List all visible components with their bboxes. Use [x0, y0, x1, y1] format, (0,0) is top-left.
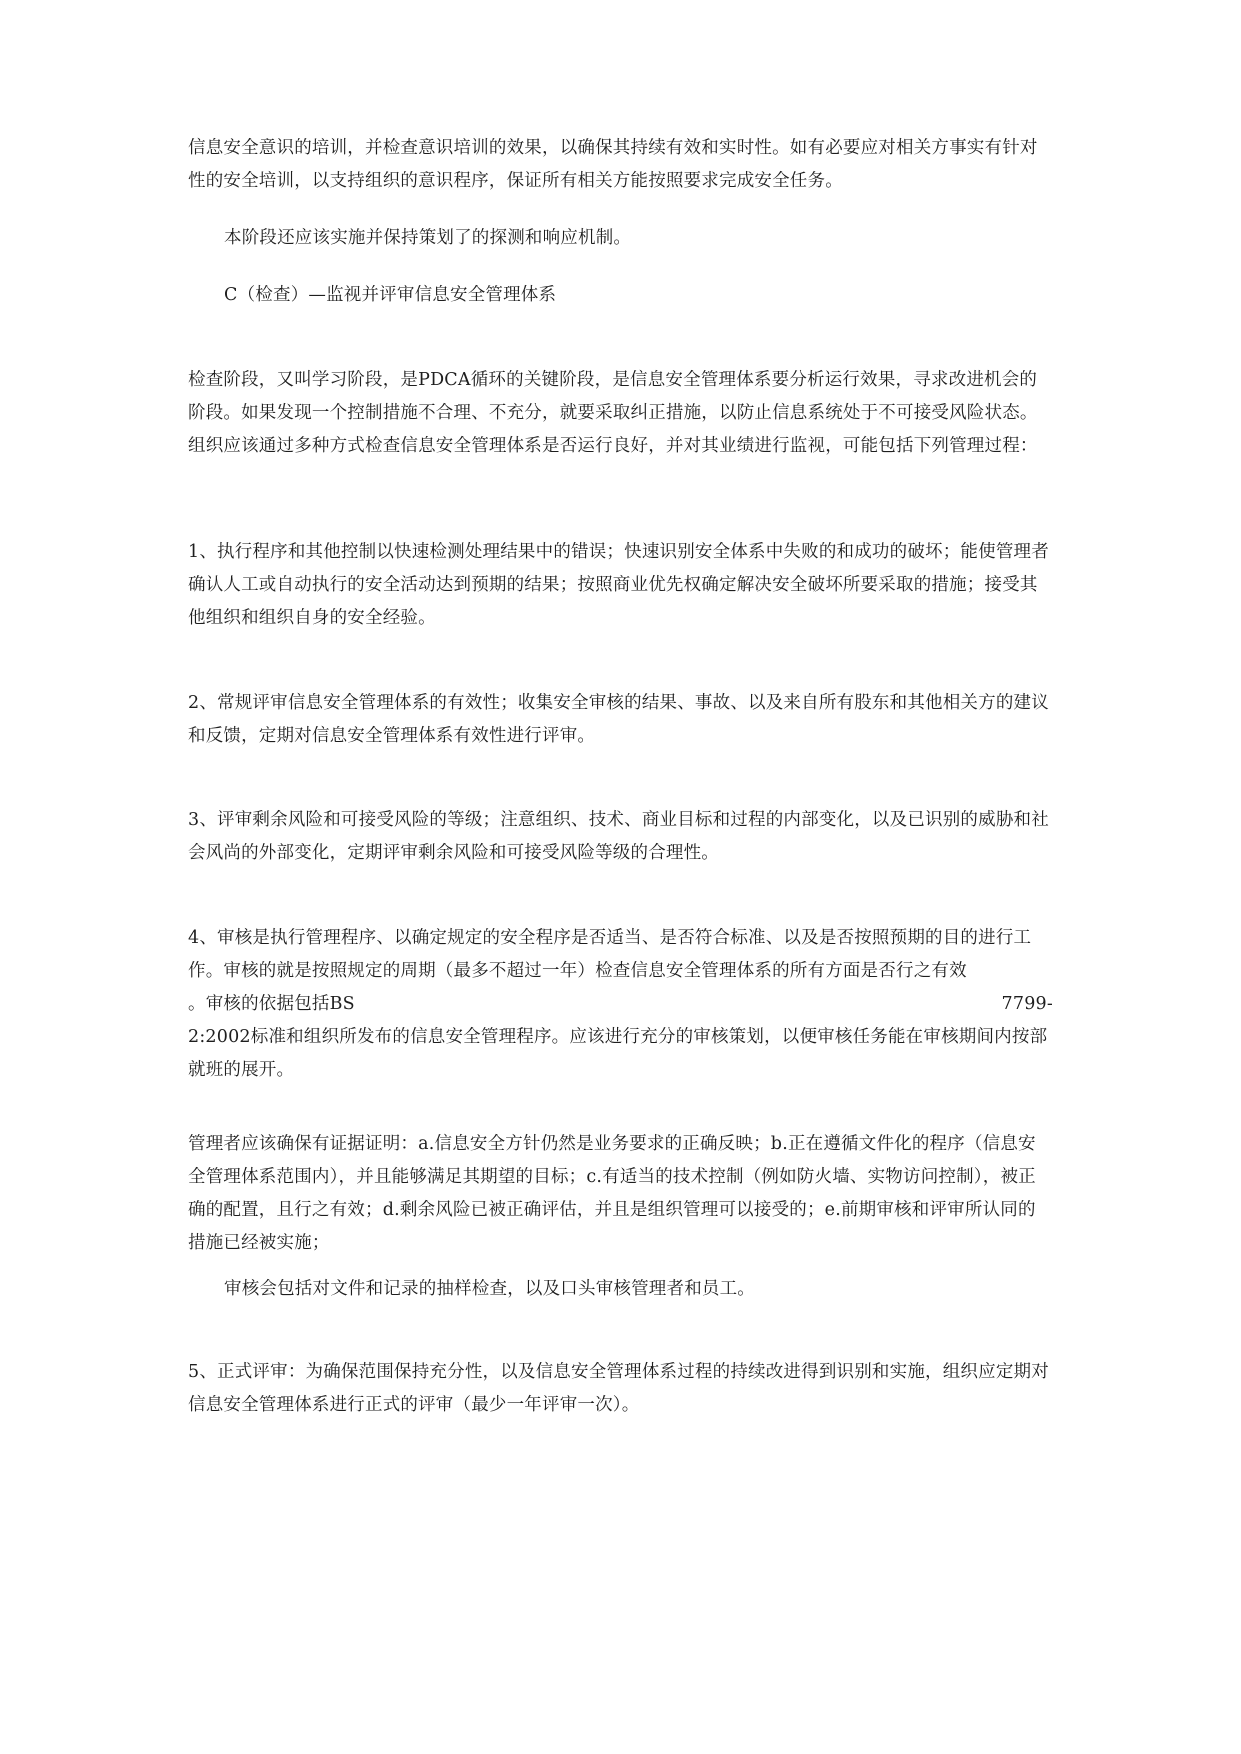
list-item-2: 2、常规评审信息安全管理体系的有效性；收集安全审核的结果、事故、以及来自所有股东和其他相关方的建议和反馈，定期对信息安全管理体系有效性进行评审。	[188, 693, 1049, 746]
check-intro-paragraph: 检查阶段，又叫学习阶段，是PDCA循环的关键阶段，是信息安全管理体系要分析运行效果，寻求改进机会的阶段。如果发现一个控制措施不合理、不充分，就要采取纠正措施，以防止信息系统处于不可接受风险状态。组织应该通过多种方式检查信息安全管理体系是否运行良好，并对其业绩进行监视，可能包括下列管理过程：	[188, 370, 1038, 456]
check-heading: C（检查）—监视并评审信息安全管理体系	[224, 285, 557, 305]
intro-paragraph: 信息安全意识的培训，并检查意识培训的效果，以确保其持续有效和实时性。如有必要应对相关方事实有针对性的安全培训，以支持组织的意识程序，保证所有相关方能按照要求完成安全任务。	[188, 138, 1038, 191]
list-item-1: 1、执行程序和其他控制以快速检测处理结果中的错误；快速识别安全体系中失败的和成功的破坏；能使管理者确认人工或自动执行的安全活动达到预期的结果；按照商业优先权确定解决安全破坏所要采取的措施；接受其他组织和组织自身的安全经验。	[188, 542, 1049, 628]
list-item-4	[188, 922, 1053, 1087]
evidence-paragraph: 管理者应该确保有证据证明：a.信息安全方针仍然是业务要求的正确反映；b.正在遵循文件化的程序（信息安全管理体系范围内），并且能够满足其期望的目标；c.有适当的技术控制（例如防火墙、实物访问控制），被正确的配置，且行之有效；d.剩余风险已被正确评估，并且是组织管理可以接受的；e.前期审核和评审所认同的措施已经被实施；	[188, 1134, 1036, 1253]
list-item-4-part1: 4、审核是执行管理程序、以确定规定的安全程序是否适当、是否符合标准、以及是否按照预期的目的进行工作。审核的就是按照规定的周期（最多不超过一年）检查信息安全管理体系的所有方面是否行之有效	[188, 928, 1032, 981]
list-item-4-bs-row	[188, 988, 1053, 1021]
list-item-4-bs-right: 7799-	[1001, 994, 1053, 1014]
list-item-5: 5、正式评审：为确保范围保持充分性，以及信息安全管理体系过程的持续改进得到识别和实施，组织应定期对信息安全管理体系进行正式的评审（最少一年评审一次）。	[188, 1362, 1049, 1415]
list-item-4-part2: 2:2002标准和组织所发布的信息安全管理程序。应该进行充分的审核策划，以便审核任务能在审核期间内按部就班的展开。	[188, 1027, 1048, 1080]
list-item-3: 3、评审剩余风险和可接受风险的等级；注意组织、技术、商业目标和过程的内部变化，以及已识别的威胁和社会风尚的外部变化，定期评审剩余风险和可接受风险等级的合理性。	[188, 810, 1049, 863]
detect-response-line: 本阶段还应该实施并保持策划了的探测和响应机制。	[224, 228, 632, 248]
audit-sampling-line: 审核会包括对文件和记录的抽样检查，以及口头审核管理者和员工。	[224, 1279, 755, 1299]
list-item-4-bs-left: 。审核的依据包括BS	[188, 994, 355, 1014]
